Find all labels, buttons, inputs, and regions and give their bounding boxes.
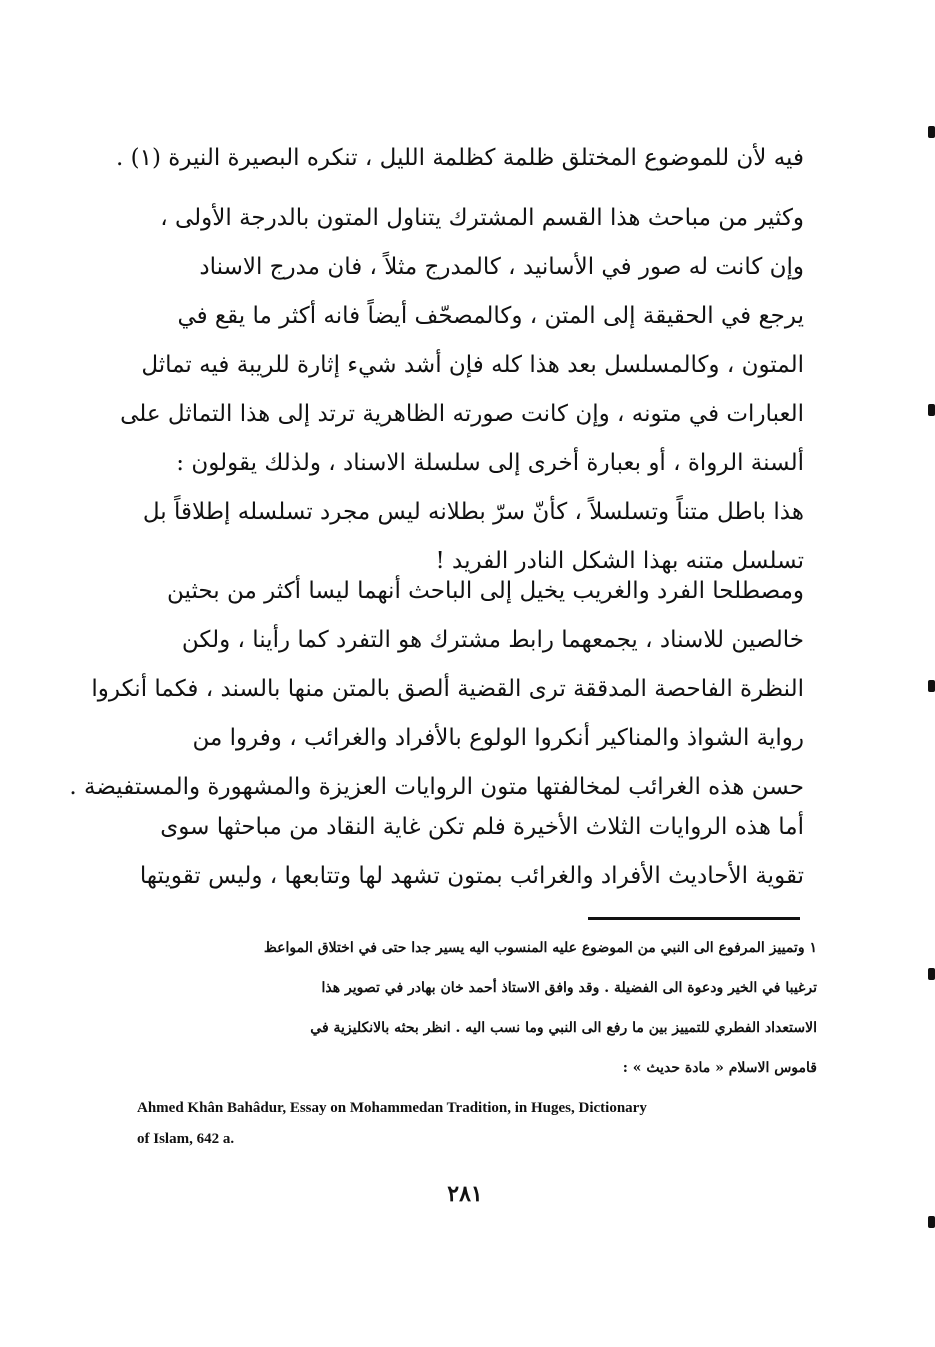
text-line: خالصين للاسناد ، يجمعهما رابط مشترك هو التفرد كما رأينا ، ولكن	[181, 627, 804, 653]
paragraph-fard-gharib	[69, 567, 804, 812]
text-line: تقوية الأحاديث الأفراد والغرائب بمتون تشهد لها وتتابعها ، وليس تقويتها	[139, 863, 804, 889]
text-line: أما هذه الروايات الثلاث الأخيرة فلم تكن غاية النقاد من مباحثها سوى	[160, 814, 804, 840]
binding-mark	[928, 1216, 935, 1228]
paragraph-intro	[115, 134, 804, 183]
binding-mark	[928, 680, 935, 692]
text-line: وإن كانت له صور في الأسانيد ، كالمدرج مثلاً ، فان مدرج الاسناد	[199, 254, 804, 280]
footnote-line: قاموس الاسلام « مادة حديث » :	[622, 1060, 817, 1076]
footnote-divider	[588, 917, 800, 920]
text-line: يرجع في الحقيقة إلى المتن ، وكالمصحّف أيضاً فانه أكثر ما يقع في	[177, 303, 804, 329]
page-number: ٢٨١	[447, 1181, 483, 1207]
footnote-line: ترغيبا في الخير ودعوة الى الفضيلة . وقد وافق الاستاذ أحمد خان بهادر في تصوير هذا	[321, 980, 817, 996]
paragraph-shared-section	[120, 194, 804, 586]
binding-mark	[928, 404, 935, 416]
footnote-line: ١ وتمييز المرفوع الى النبي من الموضوع عليه المنسوب اليه يسير جدا حتى في اختلاق المواعظ	[263, 940, 817, 956]
footnote-line: الاستعداد الفطري للتمييز بين ما رفع الى النبي وما نسب اليه . انظر بحثه بالانكليزية في	[310, 1020, 817, 1036]
binding-mark	[928, 126, 935, 138]
text-line: حسن هذه الغرائب لمخالفتها متون الروايات العزيزة والمشهورة والمستفيضة .	[69, 774, 804, 800]
text-line: رواية الشواذ والمناكير أنكروا الولوع بالأفراد والغرائب ، وفروا من	[192, 725, 804, 751]
binding-mark	[928, 968, 935, 980]
text-line: هذا باطل متناً وتسلسلاً ، كأنّ سرّ بطلانه ليس مجرد تسلسله إطلاقاً بل	[142, 499, 804, 525]
text-line: وكثير من مباحث هذا القسم المشترك يتناول المتون بالدرجة الأولى ،	[160, 205, 804, 231]
citation-line: of Islam, 642 a.	[137, 1131, 235, 1147]
text-line: ألسنة الرواة ، أو بعبارة أخرى إلى سلسلة الاسناد ، ولذلك يقولون :	[176, 450, 804, 476]
paragraph-three-narrations	[137, 803, 804, 901]
text-line: تسلسل متنه بهذا الشكل النادر الفريد !	[435, 548, 804, 574]
text-line: ومصطلحا الفرد والغريب يخيل إلى الباحث أنهما ليسا أكثر من بحثين	[167, 578, 804, 604]
text-line: العبارات في متونه ، وإن كانت صورته الظاهرية ترتد إلى هذا التماثل على	[120, 401, 804, 427]
text-line: فيه لأن للموضوع المختلق ظلمة كظلمة الليل ، تنكره البصيرة النيرة (١) .	[115, 145, 804, 171]
text-line: المتون ، وكالمسلسل بعد هذا كله فإن أشد شيء إثارة للريبة فيه تماثل	[141, 352, 804, 378]
citation-line: Ahmed Khân Bahâdur, Essay on Mohammedan Tradition, in Huges, Dictionary	[137, 1100, 647, 1116]
text-line: النظرة الفاحصة المدققة ترى القضية ألصق بالمتن منها بالسند ، فكما أنكروا	[91, 676, 804, 702]
footnote	[137, 928, 817, 1088]
footnote-citation	[137, 1093, 807, 1155]
